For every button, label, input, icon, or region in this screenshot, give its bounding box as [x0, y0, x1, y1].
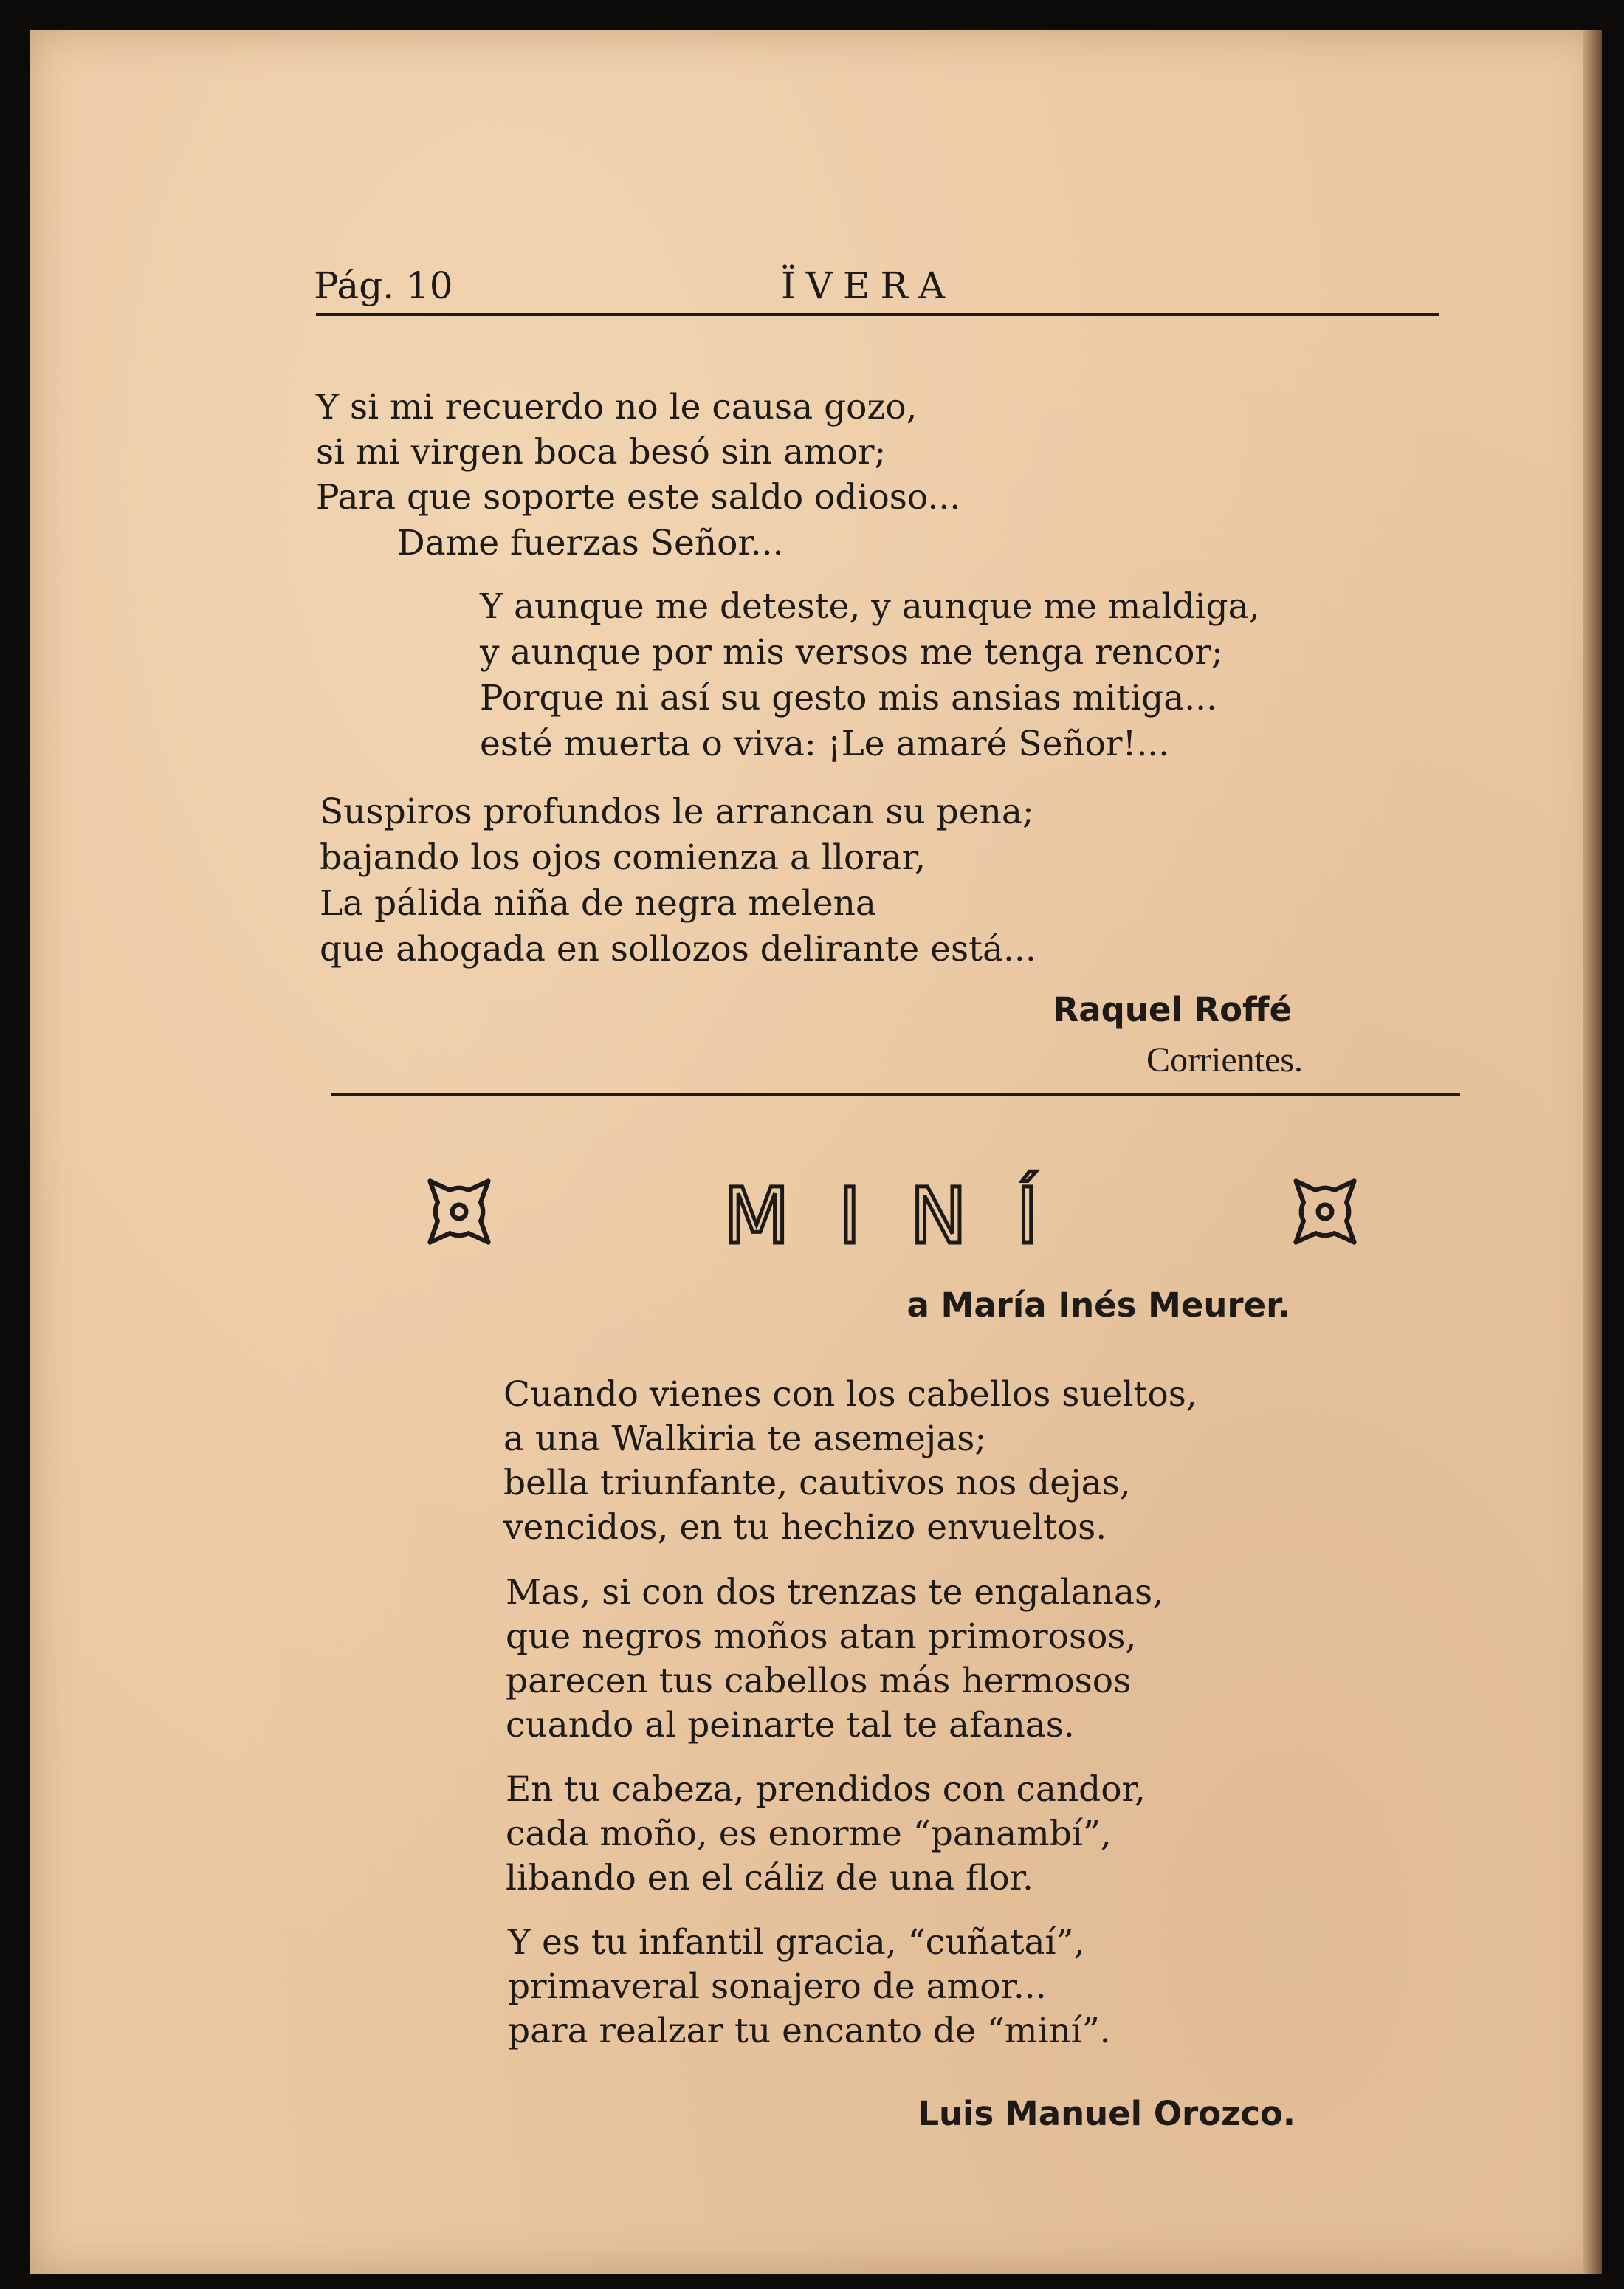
magazine-title: ÏVERA — [781, 264, 956, 307]
poem2-title: MINÍ — [723, 1171, 1087, 1261]
poem2-line: primaveral sonajero de amor... — [508, 1966, 1047, 2007]
poem1-line: La pálida niña de negra melena — [320, 883, 876, 924]
magazine-page — [30, 30, 1602, 2274]
poem1-line: Suspiros profundos le arrancan su pena; — [320, 792, 1034, 832]
poem1-author: Raquel Roffé — [1053, 990, 1292, 1029]
poem2-author: Luis Manuel Orozco. — [918, 2094, 1296, 2133]
ornament-left-icon — [421, 1173, 498, 1250]
poem1-line: Dame fuerzas Señor... — [397, 523, 784, 563]
poem2-line: En tu cabeza, prendidos con candor, — [506, 1769, 1146, 1810]
poem1-line: Porque ni así su gesto mis ansias mitiga... — [480, 678, 1218, 718]
poem2-line: bella triunfante, cautivos nos dejas, — [503, 1463, 1131, 1503]
poem2-line: cada moño, es enorme “panambí”, — [506, 1813, 1112, 1854]
poem1-line: Y si mi recuerdo no le causa gozo, — [316, 387, 918, 428]
page-edge-shadow — [1583, 30, 1602, 2274]
poem2-line: cuando al peinarte tal te afanas. — [506, 1705, 1075, 1746]
poem2-line: que negros moños atan primorosos, — [506, 1616, 1137, 1657]
poem1-line: si mi virgen boca besó sin amor; — [316, 432, 887, 473]
poem2-line: Y es tu infantil gracia, “cuñataí”, — [508, 1922, 1085, 1963]
poem2-line: a una Walkiria te asemejas; — [503, 1418, 987, 1459]
page-number: Pág. 10 — [314, 264, 453, 307]
poem2-line: libando en el cáliz de una flor. — [506, 1858, 1033, 1898]
poem1-line: que ahogada en sollozos delirante está... — [320, 929, 1036, 970]
poem2-line: vencidos, en tu hechizo envueltos. — [503, 1507, 1107, 1548]
header-rule — [316, 313, 1439, 316]
poem2-dedication: a María Inés Meurer. — [906, 1286, 1290, 1325]
poem1-place: Corrientes. — [1146, 1040, 1303, 1080]
poem1-line: esté muerta o viva: ¡Le amaré Señor!... — [480, 724, 1170, 764]
poem2-line: Cuando vienes con los cabellos sueltos, — [503, 1374, 1197, 1415]
poem2-line: parecen tus cabellos más hermosos — [506, 1661, 1132, 1701]
poem2-line: Mas, si con dos trenzas te engalanas, — [506, 1572, 1164, 1613]
poem2-line: para realzar tu encanto de “miní”. — [508, 2011, 1111, 2051]
section-rule — [331, 1093, 1460, 1096]
poem1-line: y aunque por mis versos me tenga rencor; — [480, 632, 1223, 673]
poem1-line: bajando los ojos comienza a llorar, — [320, 837, 926, 878]
poem1-line: Y aunque me deteste, y aunque me maldiga, — [480, 586, 1260, 627]
ornament-right-icon — [1287, 1173, 1363, 1250]
poem1-line: Para que soporte este saldo odioso... — [316, 477, 961, 518]
